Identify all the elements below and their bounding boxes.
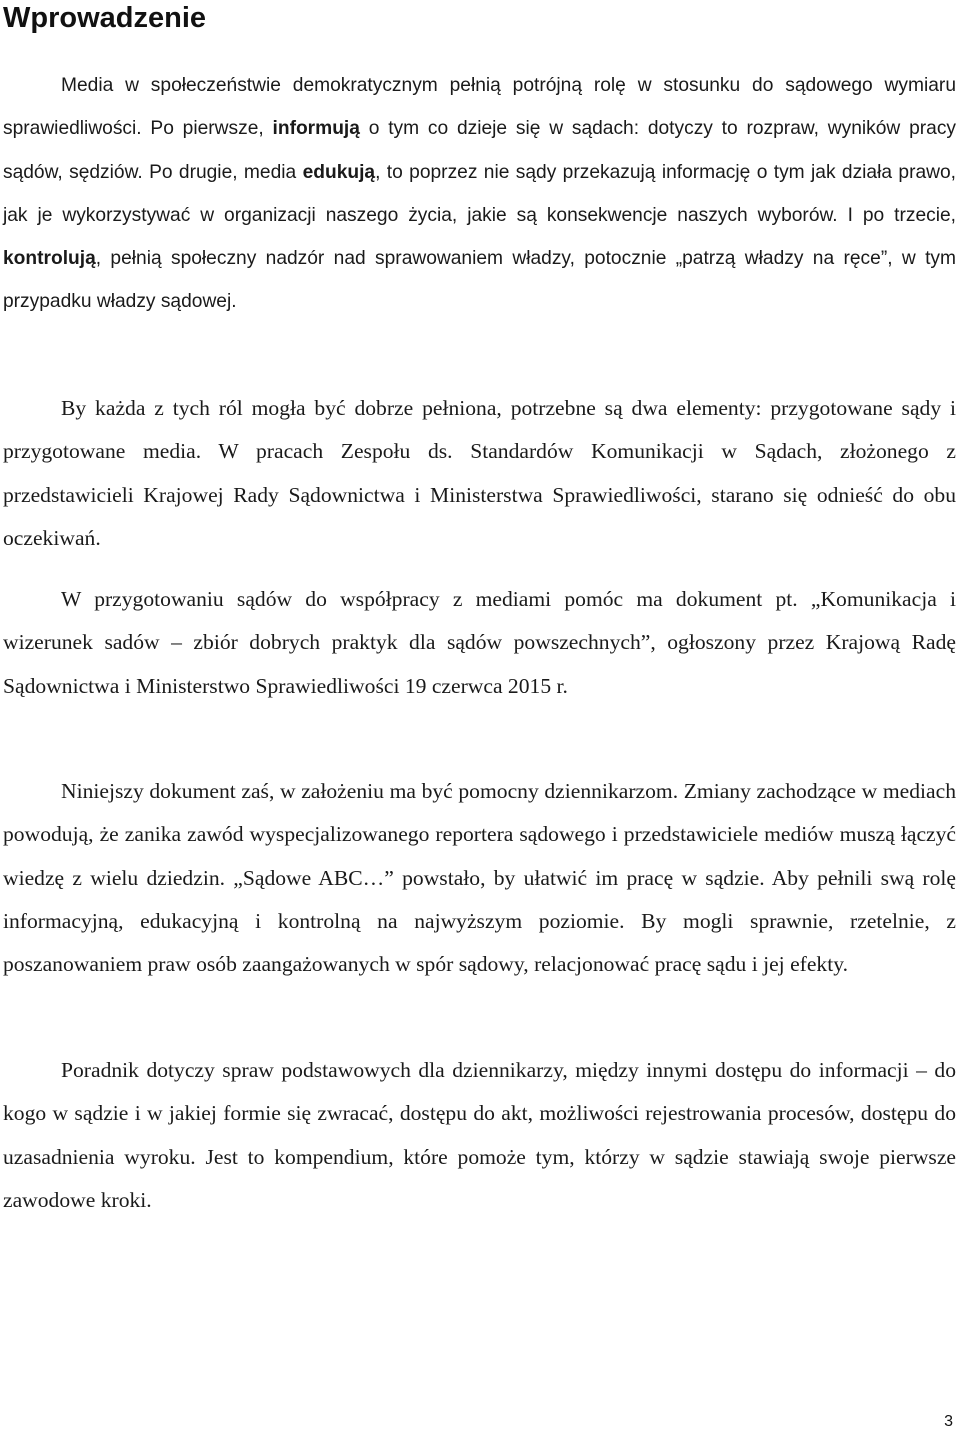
emphasis-informuja: informują xyxy=(272,118,360,140)
emphasis-edukuja: edukują xyxy=(302,161,376,183)
emphasis-kontroluja: kontrolują xyxy=(3,248,96,270)
paragraph-guide-scope: Poradnik dotyczy spraw podstawowych dla dziennikarzy, między innymi dostępu do informacji – do kogo w sądzie i w jakiej formie się zwracać, dostępu do akt, możliwości rejestrowania procesów, dostępu do uzasadnienia wyroku. Jest to kompendium, które pomoże tym, którzy w sądzie stawiają swoje pierwsze zawodowe kroki. xyxy=(3,1058,956,1212)
page-number: 3 xyxy=(944,1413,953,1430)
paragraph-media-roles xyxy=(3,64,956,324)
paragraph-text: o tym co dzieje się w sądach: dotyczy to rozpraw, wyników pracy sądów, sędziów. Po drugie, media xyxy=(3,118,957,183)
section-heading: Wprowadzenie xyxy=(3,2,207,34)
paragraph-text: Media w społeczeństwie demokratycznym pełnią potrójną rolę w stosunku do sądowego wymiaru sprawiedliwości. Po pierwsze, xyxy=(3,75,956,140)
paragraph-text: , pełnią społeczny nadzór nad sprawowaniem władzy, potocznie „patrzą władzy na ręce”, w tym przypadku władzy sądowej. xyxy=(3,248,956,313)
paragraph-text: , to poprzez nie sądy przekazują informację o tym jak działa prawo, jak je wykorzystywać w organizacji naszego życia, jakie są konsekwencje naszych wyborów. I po trzecie, xyxy=(3,161,956,226)
paragraph-two-elements: By każda z tych ról mogła być dobrze pełniona, potrzebne są dwa elementy: przygotowane sądy i przygotowane media. W pracach Zespołu ds. Standardów Komunikacji w Sądach, złożonego z przedstawicieli Krajowej Rady Sądownictwa i Ministerstwa Sprawiedliwości, starano się odnieść do obu oczekiwań. xyxy=(3,396,956,550)
paragraph-court-document: W przygotowaniu sądów do współpracy z mediami pomóc ma dokument pt. „Komunikacja i wizerunek sadów – zbiór dobrych praktyk dla sądów powszechnych”, ogłoszony przez Krajową Radę Sądownictwa i Ministerstwo Sprawiedliwości 19 czerwca 2015 r. xyxy=(3,587,956,698)
paragraph-journalists: Niniejszy dokument zaś, w założeniu ma być pomocny dziennikarzom. Zmiany zachodzące w mediach powodują, że zanika zawód wyspecjalizowanego reportera sądowego i przedstawiciele mediów muszą łączyć wiedzę z wielu dziedzin. „Sądowe ABC…” powstało, by ułatwić im pracę w sądzie. Aby pełnili swą rolę informacyjną, edukacyjną i kontrolną na najwyższym poziomie. By mogli sprawnie, rzetelnie, z poszanowaniem praw osób zaangażowanych w spór sądowy, relacjonować pracę sądu i jej efekty. xyxy=(3,779,956,977)
